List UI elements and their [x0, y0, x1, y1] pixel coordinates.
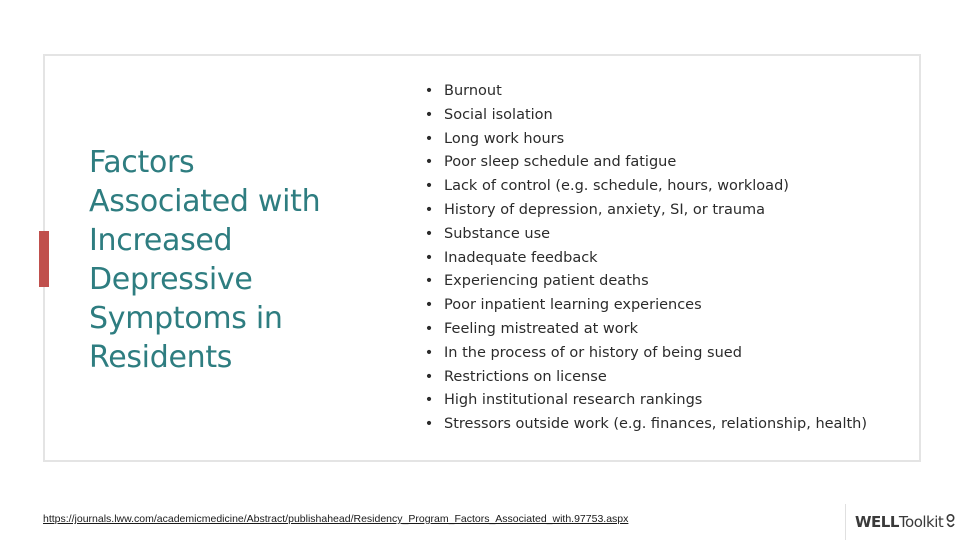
bullet-icon: •: [424, 320, 434, 337]
factor-text: Burnout: [444, 83, 502, 99]
logo-toolkit-text: Toolkit: [898, 513, 944, 531]
factor-list: [424, 80, 867, 437]
bullet-icon: •: [424, 225, 434, 242]
factor-item: [424, 270, 867, 294]
bullet-icon: •: [424, 416, 434, 433]
factor-item: [424, 151, 867, 175]
factor-item: [424, 294, 867, 318]
factor-item: [424, 342, 867, 366]
factor-item: [424, 318, 867, 342]
bullet-icon: •: [424, 273, 434, 290]
logo-well-text: WELL: [855, 513, 899, 531]
factor-item: [424, 366, 867, 390]
accent-bar: [39, 231, 49, 287]
factor-text: In the process of or history of being sued: [444, 344, 742, 361]
bullet-icon: •: [424, 130, 434, 147]
factor-text: Inadequate feedback: [444, 249, 598, 266]
factor-item: [424, 128, 867, 152]
bullet-icon: •: [424, 344, 434, 361]
factor-text: High institutional research rankings: [444, 392, 703, 409]
bullet-icon: •: [424, 106, 434, 123]
bullet-icon: •: [424, 83, 434, 99]
bullet-icon: •: [424, 201, 434, 218]
factor-item: [424, 247, 867, 271]
factor-item: [424, 199, 867, 223]
factor-text: Stressors outside work (e.g. finances, relationship, health): [444, 416, 867, 433]
factor-item: [424, 223, 867, 247]
factor-text: Substance use: [444, 225, 551, 242]
source-link[interactable]: https://journals.lww.com/academicmedicine/Abstract/publishahead/Residency_Program_Factors_Associated_with.97753.aspx: [43, 513, 629, 525]
factor-item: [424, 413, 867, 437]
factor-text: Experiencing patient deaths: [444, 273, 649, 290]
bullet-icon: •: [424, 392, 434, 409]
bullet-icon: •: [424, 154, 434, 171]
factor-text: Long work hours: [444, 130, 565, 147]
factor-text: Poor inpatient learning experiences: [444, 297, 702, 314]
factor-text: Restrictions on license: [444, 368, 607, 385]
factor-item: [424, 175, 867, 199]
factor-text: Feeling mistreated at work: [444, 320, 638, 337]
slide-title: Factors Associated with Increased Depressive Symptoms in Residents: [89, 145, 321, 375]
bullet-icon: •: [424, 249, 434, 266]
factor-item: [424, 80, 867, 104]
factor-text: Poor sleep schedule and fatigue: [444, 154, 677, 171]
swirl-logo-icon: [945, 513, 956, 531]
factor-text: History of depression, anxiety, SI, or trauma: [444, 201, 766, 218]
bullet-icon: •: [424, 178, 434, 195]
bullet-icon: •: [424, 297, 434, 314]
factor-text: Social isolation: [444, 106, 553, 123]
welltoolkit-logo: [845, 504, 960, 540]
factor-text: Lack of control (e.g. schedule, hours, workload): [444, 178, 789, 195]
bullet-icon: •: [424, 368, 434, 385]
factor-item: [424, 104, 867, 128]
factor-item: [424, 389, 867, 413]
